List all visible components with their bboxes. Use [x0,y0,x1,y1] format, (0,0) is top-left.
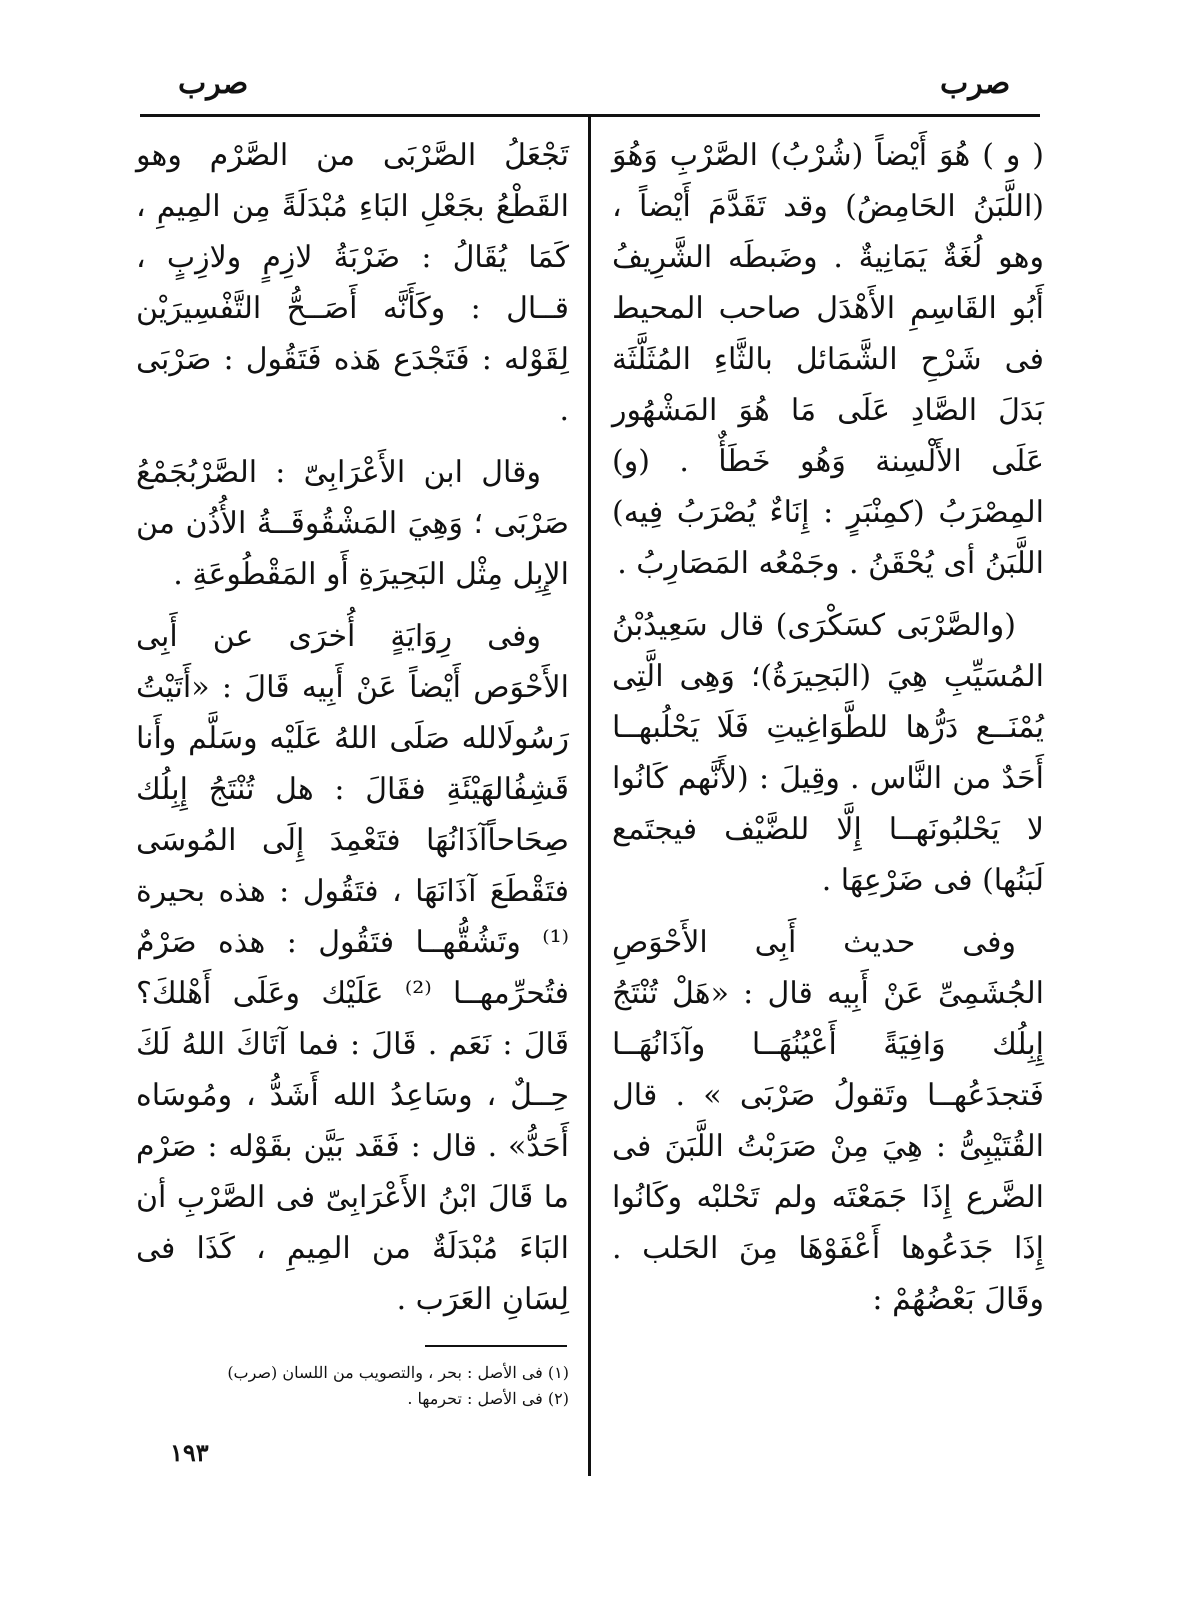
running-header-right: صرب [940,66,1011,101]
paragraph: وقال ابن الأَعْرَابِىّ : الصَّرْبُجَمْعُ صَرْبَى ؛ وَهِيَ المَشْقُوقَــةُ الأُذُن من الإِبِل مِثْل البَحِيرَةِ أَو المَقْطُوعَةِ . [136,455,569,592]
running-header-left: صرب [178,66,249,101]
footnote-rule [425,1345,567,1347]
right-text-column [612,130,1044,1336]
paragraph: تَجْعَلُ الصَّرْبَى من الصَّرْم وهو القَطْعُ بجَعْلِ البَاءِ مُبْدَلَةً مِن المِيمِ ، كَمَا يُقَالُ : ضَرْبَةُ لازِمٍ ولازِبٍ ، قــال : وكَأَنَّه أَصَــحُّ التَّفْسِيرَيْن لِقَوْله : فَتَجْدَع هَذه فَتَقُول : صَرْبَى . [136,138,569,428]
paragraph: وفى رِوَايَةٍ أُخرَى عن أَبِى الأَحْوَص أَيْضاً عَنْ أَبِيه قَالَ : «أَتَيْتُ رَسُولَالله صَلَى اللهُ عَلَيْه وسَلَّم وأَنا قَشِفُالهَيْئَةِ فقَالَ : هل تُنْتَجُ إِبِلُك صِحَاحاًآذَانُهَا فتَعْمِدَ إِلَى المُوسَى فتَقْطَعَ آذَانَهَا ، فتَقُول : هذه بحيرة ⁽¹⁾ وتَشُقُّهــا فتَقُول : هذه صَرْمٌ فتُحرِّمهــا ⁽²⁾ عَلَيْك وعَلَى أَهْلكَ؟ قَالَ : نَعَم . قَالَ : فما آتَاكَ اللهُ لَكَ حِــلٌ ، وسَاعِدُ الله أَشَدُّ ، ومُوسَاه أَحَدُّ» . قال : فَقَد بَيَّن بقَوْله : صَرْم ما قَالَ ابْنُ الأَعْرَابِىّ فى الصَّرْبِ أن البَاءَ مُبْدَلَةٌ من المِيمِ ، كَذَا فى لِسَانِ العَرَب . [136,619,569,1317]
paragraph: ( و ) هُوَ أَيْضاً (شُرْبُ) الصَّرْبِ وَهُوَ (اللَّبَنُ الحَامِضُ) وقد تَقَدَّمَ أَيْضاً ، وهو لُغَةٌ يَمَانِيةٌ . وضَبطَه الشَّرِيفُ أَبُو القَاسِمِ الأَهْدَل صاحب المحيط فى شَرْحِ الشَّمَائل بالثَّاءِ المُثَلَّثَة بَدَلَ الصَّادِ عَلَى مَا هُوَ المَشْهُور عَلَى الأَلْسِنة وَهُو خَطَأٌ . (و) المِصْرَبُ (كمِنْبَرٍ : إِنَاءٌ يُصْرَبُ فِيه) اللَّبَنُ أى يُحْقَنُ . وجَمْعُه المَصَارِبُ . [612,138,1044,581]
paragraph: وفى حديث أَبِى الأَحْوَصِ الجُشَمِىِّ عَنْ أَبِيه قال : «هَلْ تُنْتَجُ إِبِلُك وَافِيَةً أَعْيُنُهَــا وآذَانُهَــا فَتجدَعُهــا وتَقولُ صَرْبَى » . قال القُتَيْبِىُّ : هِيَ مِنْ صَرَبْتُ اللَّبَنَ فى الضَّرع إِذَا جَمَعْتَه ولم تَحْلبْه وكَانُوا إِذَا جَدَعُوها أَعْفَوْهَا مِنَ الحَلب . وقَالَ بَعْضُهُمْ : [612,925,1044,1317]
left-text-column [136,130,569,1336]
paragraph: (والصَّرْبَى كسَكْرَى) قال سَعِيدُبْنُ المُسَيِّبِ هِيَ (البَحِيرَةُ)؛ وَهِى الَّتِى يُمْنَــع دَرُّها للطَّوَاغِيتِ فَلَا يَحْلُبهــا أَحَدٌ من النَّاس . وقِيلَ : (لأَنَّهم كَانُوا لا يَحْلبُونَهــا إِلَّا للضَّيْف فيجتَمع لَبَنُها) فى ضَرْعِهَا . [612,608,1044,898]
footnote-2: (٢) فى الأصل : تحرمها . [407,1389,569,1408]
page-number: ١٩٣ [170,1438,209,1467]
footnote-1: (١) فى الأصل : بحر ، والتصويب من اللسان (صرب) [227,1363,569,1382]
column-divider [588,116,591,1476]
footnotes [136,1360,569,1412]
